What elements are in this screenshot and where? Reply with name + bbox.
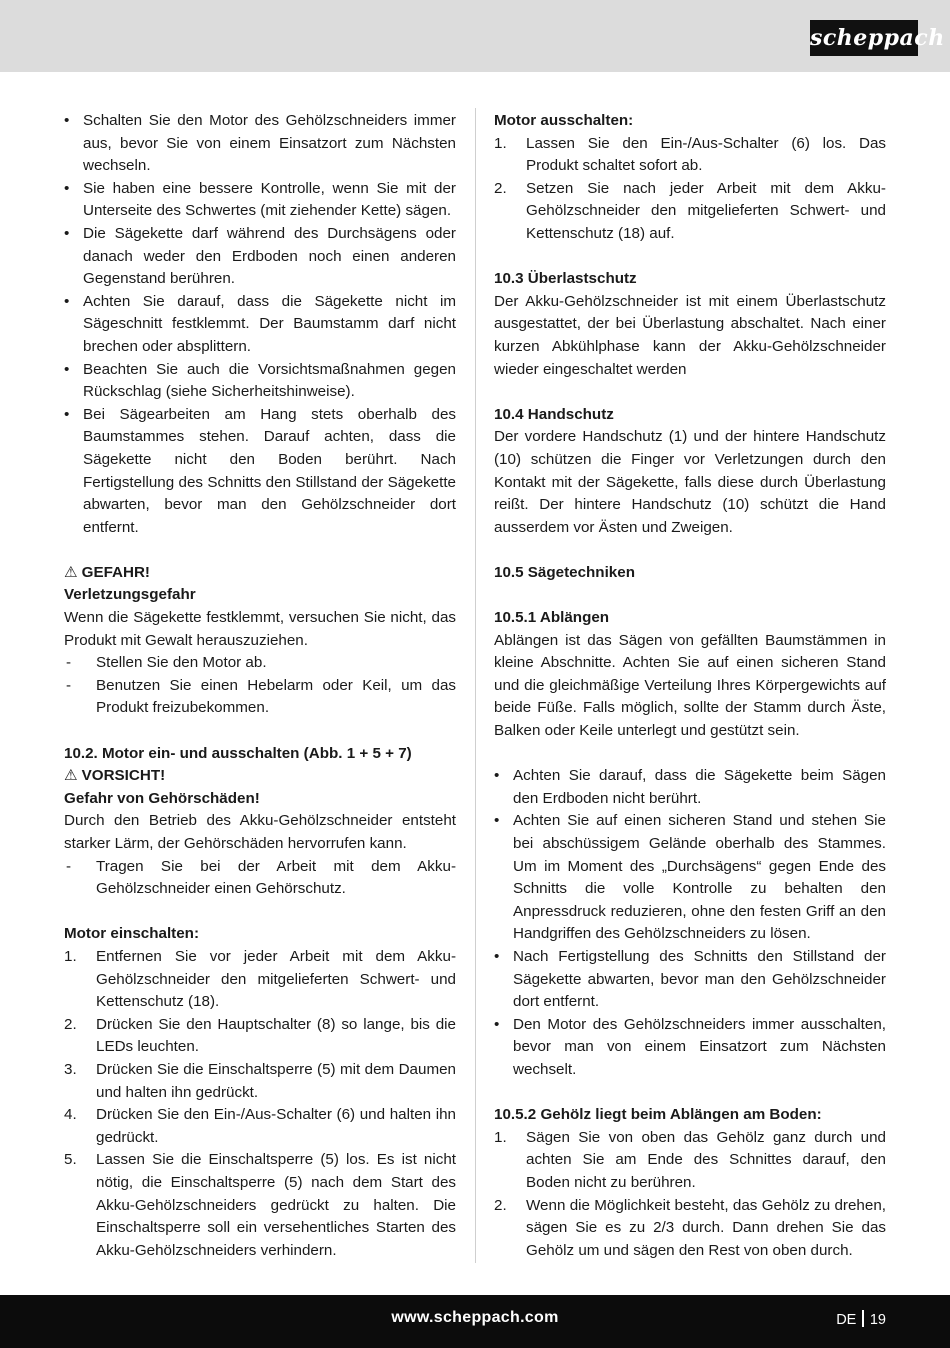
list-item: - Tragen Sie bei der Arbeit mit dem Akku-Gehölzschneider einen Gehörschutz. [64,856,456,901]
list-item: • Nach Fertigstellung des Schnitts den Stillstand der Sägekette abwarten, bevor man den Gehölzschneider dort entfernt. [494,946,886,1014]
motor-off-heading: Motor ausschalten: [494,112,634,129]
list-item: • Sie haben eine bessere Kontrolle, wenn Sie mit der Unterseite des Schwertes (mit ziehender Kette) sägen. [64,178,456,223]
section-10-5-2-heading: 10.5.2 Gehölz liegt beim Ablängen am Boden: [494,1106,822,1124]
caution-dash-list [64,856,456,901]
page-number: 19 [869,1312,886,1328]
section-10-3-text: Der Akku-Gehölzschneider ist mit einem Überlastschutz ausgestattet, der bei Überlastung abschaltet. Nach einer kurzen Abkühlphase kann der Akku-Gehölzschneider wieder eingeschaltet werden [494,292,886,378]
section-10-2-heading: 10.2. Motor ein- und ausschalten (Abb. 1 + 5 + 7) [64,744,412,762]
section-10-5-heading: 10.5 Sägetechniken [494,563,635,581]
list-item: • Den Motor des Gehölzschneiders immer ausschalten, bevor man von einem Einsatzort zum Nächsten wechselt. [494,1014,886,1082]
left-column [64,110,456,1262]
section-10-5-1-heading: 10.5.1 Ablängen [494,609,610,627]
section-10-5-1-text: Ablängen ist das Sägen von gefällten Baumstämmen in kleine Abschnitte. Achten Sie auf einen sicheren Stand und die gleichmäßige Verteilung Ihres Körpergewichts auf beide Füße. Falls möglich, sollte der Stamm durch Äste, Balken oder Keile unterlegt und gestützt sein. [494,631,886,740]
list-item: 5. Lassen Sie die Einschaltsperre (5) los. Es ist nicht nötig, die Einschaltsperre (5) nach dem Start des Akku-Gehölzschneiders gedrückt zu halten. Die Einschaltsperre soll ein versehentliches Starten des Akku-Gehölzschneiders verhindern. [64,1151,456,1259]
section-10-3-heading: 10.3 Überlastschutz [494,270,637,288]
motor-on-heading: Motor einschalten: [64,925,200,943]
list-item: 2. Setzen Sie nach jeder Arbeit mit dem Akku-Gehölzschneider den mitgelieferten Schwert- und Kettenschutz (18) auf. [494,179,886,242]
warning-triangle-icon: ⚠ [64,767,78,785]
list-item: 3. Drücken Sie die Einschaltsperre (5) mit dem Daumen und halten ihn gedrückt. [64,1060,456,1101]
danger-text: Wenn die Sägekette festklemmt, versuchen Sie nicht, das Produkt mit Gewalt herauszuziehen. [64,609,456,649]
list-item: • Achten Sie darauf, dass die Sägekette nicht im Sägeschnitt festklemmt. Der Baumstamm darf nicht brechen oder absplittern. [64,291,456,359]
motor-on-steps [64,946,456,1262]
list-item: • Achten Sie darauf, dass die Sägekette beim Sägen den Erdboden nicht berührt. [494,765,886,810]
caution-heading: ⚠ VORSICHT! [64,765,456,788]
danger-subtitle: Verletzungsgefahr [64,586,196,604]
list-item: 2. Wenn die Möglichkeit besteht, das Gehölz zu drehen, sägen Sie es zu 2/3 durch. Dann drehen Sie das Gehölz um und sägen den Rest von oben durch. [494,1196,886,1259]
list-item: • Beachten Sie auch die Vorsichtsmaßnahmen gegen Rückschlag (siehe Sicherheitshinweise). [64,359,456,404]
danger-heading: ⚠ GEFAHR! [64,562,456,585]
list-item: • Achten Sie auf einen sicheren Stand und stehen Sie bei abschüssigem Gelände oberhalb des Stammes. Um im Moment des „Durchsägens“ gegen Ende des Schnitts die volle Kontrolle zu behalten den Anpressdruck reduzieren, ohne den festen Griff an den Handgriffen des Gehölzschneiders zu lösen. [494,810,886,946]
list-item: 4. Drücken Sie den Ein-/Aus-Schalter (6) und halten ihn gedrückt. [64,1106,456,1146]
list-item: • Bei Sägearbeiten am Hang stets oberhalb des Baumstammes stehen. Darauf achten, dass die Sägekette nicht den Boden berührt. Nach Fertigstellung des Schnitts den Stillstand der Sägekette abwarten, bevor man den Gehölzschneider dort entfernt. [64,404,456,540]
list-item: - Stellen Sie den Motor ab. [64,652,456,675]
caution-subtitle: Gefahr von Gehörschäden! [64,789,260,807]
caution-text: Durch den Betrieb des Akku-Gehölzschneider entsteht starker Lärm, der Gehörschäden hervorrufen kann. [64,812,456,852]
right-column [494,110,886,1262]
safety-bullet-list [64,110,456,539]
column-divider [475,108,476,1263]
scheppach-logo: scheppach [810,20,918,56]
page-footer [0,1295,950,1348]
list-item: - Benutzen Sie einen Hebelarm oder Keil, um das Produkt freizubekommen. [64,675,456,720]
list-item: 1. Entfernen Sie vor jeder Arbeit mit dem Akku-Gehölzschneider den mitgelieferten Schwert- und Kettenschutz (18). [64,947,456,1011]
motor-off-steps [494,133,886,246]
warning-triangle-icon: ⚠ [64,563,78,581]
language-code: DE [836,1312,857,1328]
list-item: 2. Drücken Sie den Hauptschalter (8) so lange, bis die LEDs leuchten. [64,1015,456,1056]
section-10-4-text: Der vordere Handschutz (1) und der hintere Handschutz (10) schützen die Finger vor Verletzungen durch den Kontakt mit der Sägekette, falls diese durch Überlastung reißt. Der hintere Handschutz (10) schützt die Hand ausserdem vor Ästen und Zweigen. [494,428,886,536]
list-item: 1. Sägen Sie von oben das Gehölz ganz durch und achten Sie am Ende des Schnittes darauf, den Boden nicht zu berühren. [494,1128,886,1191]
page-indicator [836,1310,886,1328]
section-10-4-heading: 10.4 Handschutz [494,405,614,423]
list-item: 1. Lassen Sie den Ein-/Aus-Schalter (6) los. Das Produkt schaltet sofort ab. [494,134,886,175]
danger-dash-list [64,652,456,720]
website-link[interactable]: www.scheppach.com [391,1309,559,1326]
list-item: • Die Sägekette darf während des Durchsägens oder danach weder den Erdboden noch einen anderen Gegenstand berühren. [64,223,456,291]
section-10-5-2-steps [494,1127,886,1263]
list-item: • Schalten Sie den Motor des Gehölzschneiders immer aus, bevor Sie von einem Einsatzort zum Nächsten wechseln. [64,110,456,178]
page-header [0,0,950,72]
sawing-bullet-list [494,765,886,1081]
